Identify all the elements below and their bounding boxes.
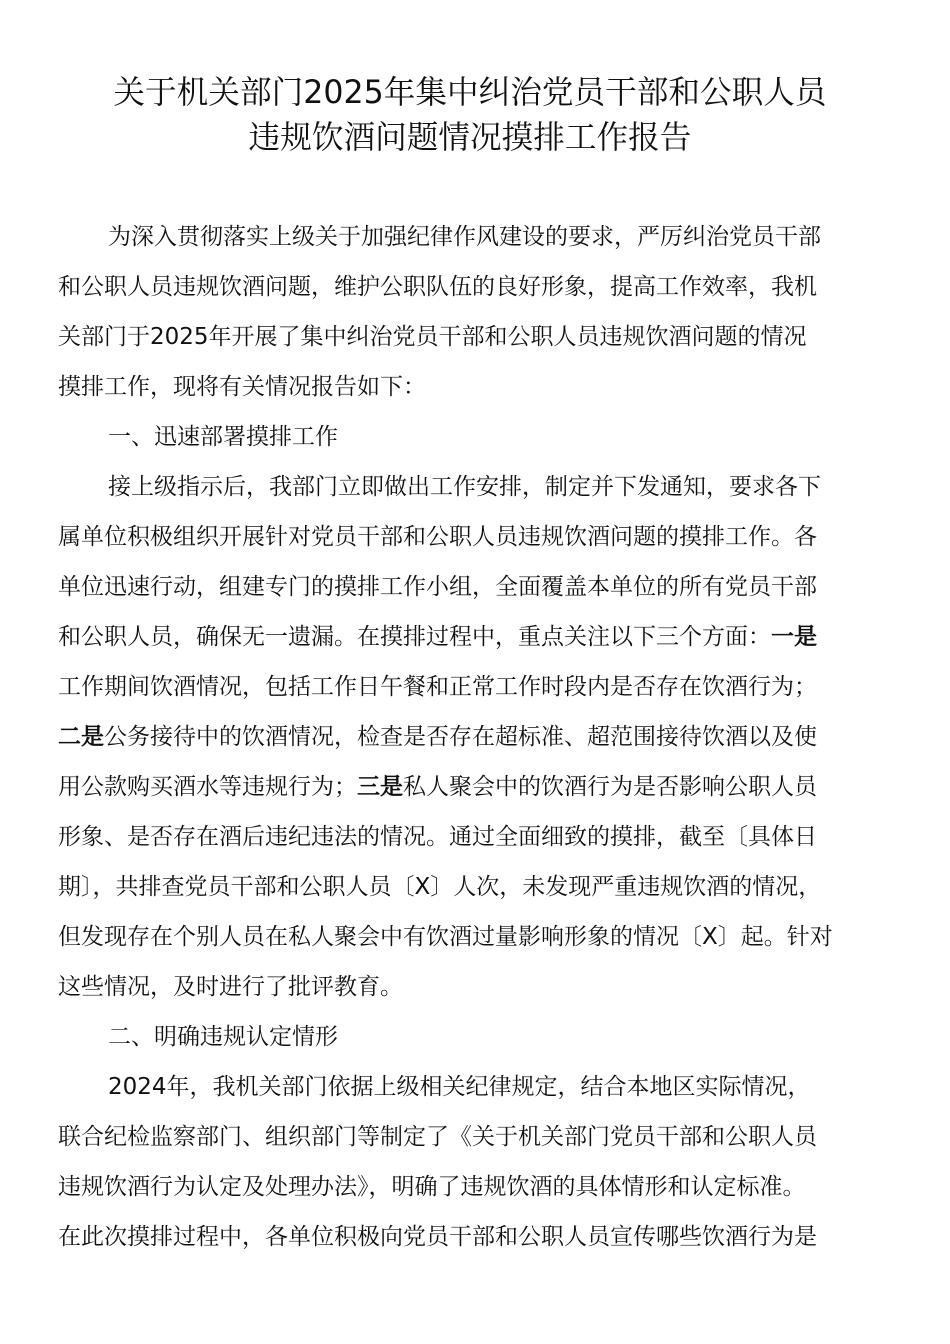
section-1-line-5: 工作期间饮酒情况，包括工作日午餐和正常工作时段内是否存在饮酒行为； xyxy=(58,674,817,700)
point-three-label: 三是 xyxy=(357,774,403,800)
section-2-line-2: 联合纪检监察部门、组织部门等制定了《关于机关部门党员干部和公职人员 xyxy=(58,1124,817,1150)
section-2-heading: 二、明确违规认定情形 xyxy=(108,1024,338,1050)
document-title-line-1: 关于机关部门2025年集中纠治党员干部和公职人员 xyxy=(113,73,827,111)
section-1-line-4 xyxy=(58,622,817,652)
section-1-line-1: 接上级指示后，我部门立即做出工作安排，制定并下发通知，要求各下 xyxy=(108,474,821,500)
section-2-line-4: 在此次摸排过程中，各单位积极向党员干部和公职人员宣传哪些饮酒行为是 xyxy=(58,1224,817,1250)
section-1-line-8: 形象、是否存在酒后违纪违法的情况。通过全面细致的摸排，截至〔具体日 xyxy=(58,824,817,850)
point-one-label: 一是 xyxy=(771,624,817,650)
document-title-line-2: 违规饮酒问题情况摸排工作报告 xyxy=(248,118,692,156)
intro-line-4: 摸排工作，现将有关情况报告如下： xyxy=(58,374,426,400)
intro-line-1: 为深入贯彻落实上级关于加强纪律作风建设的要求，严厉纠治党员干部 xyxy=(108,224,821,250)
section-1-line-6 xyxy=(58,722,817,752)
section-1-line-7-rest: 私人聚会中的饮酒行为是否影响公职人员 xyxy=(403,774,817,800)
section-2-line-3: 违规饮酒行为认定及处理办法》，明确了违规饮酒的具体情形和认定标准。 xyxy=(58,1174,806,1200)
section-2-line-1: 2024年，我机关部门依据上级相关纪律规定，结合本地区实际情况， xyxy=(108,1074,811,1100)
section-1-line-6-text: 公务接待中的饮酒情况，检查是否存在超标准、超范围接待饮酒以及使 xyxy=(104,724,817,750)
section-1-line-2: 属单位积极组织开展针对党员干部和公职人员违规饮酒问题的摸排工作。各 xyxy=(58,524,817,550)
point-two-label: 二是 xyxy=(58,724,104,750)
section-1-line-10: 但发现存在个别人员在私人聚会中有饮酒过量影响形象的情况〔X〕起。针对 xyxy=(58,924,833,950)
section-1-line-9: 期〕，共排查党员干部和公职人员〔X〕人次，未发现严重违规饮酒的情况， xyxy=(58,874,822,900)
section-1-line-4-text: 和公职人员，确保无一遗漏。在摸排过程中，重点关注以下三个方面： xyxy=(58,624,771,650)
intro-line-2: 和公职人员违规饮酒问题，维护公职队伍的良好形象，提高工作效率，我机 xyxy=(58,274,817,300)
section-1-line-11: 这些情况，及时进行了批评教育。 xyxy=(58,974,403,1000)
section-1-line-7-text: 用公款购买酒水等违规行为； xyxy=(58,774,357,800)
section-1-heading: 一、迅速部署摸排工作 xyxy=(108,424,338,450)
section-1-line-7 xyxy=(58,772,817,802)
section-1-line-3: 单位迅速行动，组建专门的摸排工作小组，全面覆盖本单位的所有党员干部 xyxy=(58,574,817,600)
intro-line-3: 关部门于2025年开展了集中纠治党员干部和公职人员违规饮酒问题的情况 xyxy=(58,324,807,350)
